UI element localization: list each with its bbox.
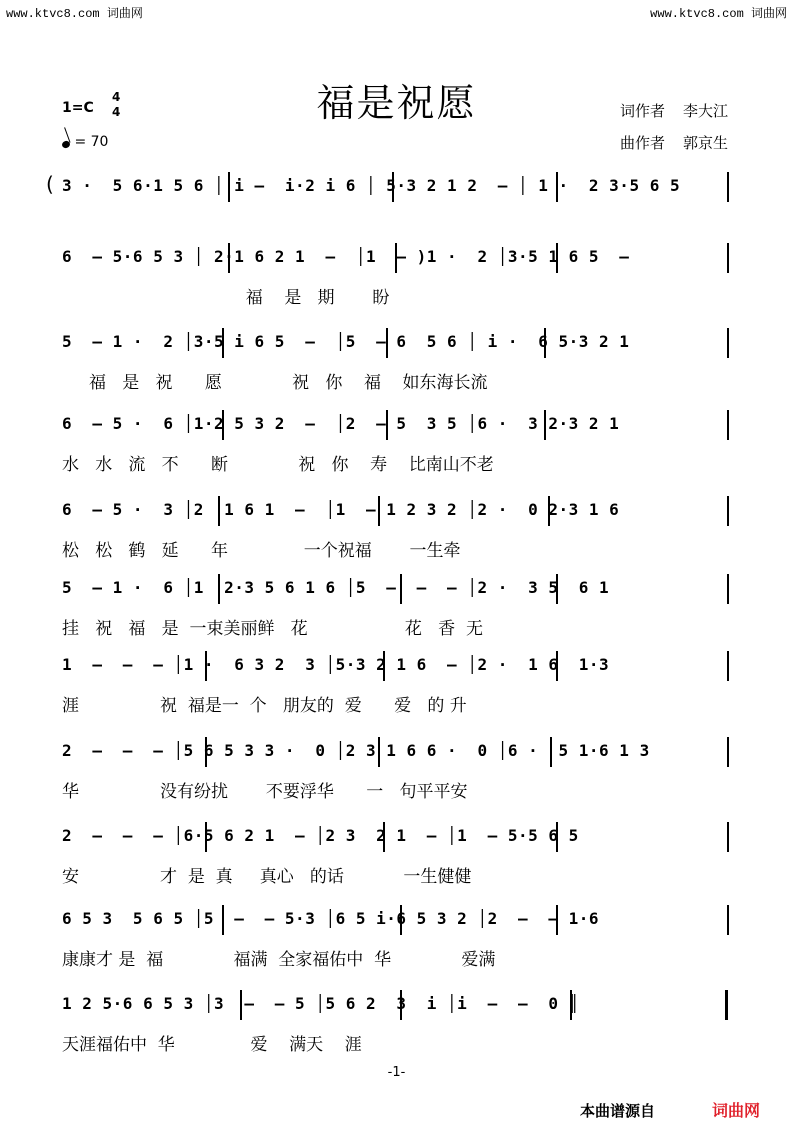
barline: [727, 905, 729, 935]
repeat-paren-icon: (: [46, 172, 54, 196]
lyricist-credit: [620, 100, 728, 121]
notation-line: 6 5 3 5 6 5 │5 – – 5·3 │6 5 i·6 5 3 2 │2 – – 1·6: [62, 909, 600, 928]
music-system-8: [0, 737, 793, 807]
key-signature: 1=C: [62, 100, 94, 116]
composer-label: 曲作者: [620, 134, 666, 152]
notation-line: 6 – 5 · 6 │1·2 5 3 2 – │2 – 5 3 5 │6 · 3 2·3 2 1: [62, 414, 620, 433]
barline: [727, 172, 729, 202]
lyric-line: 华 没有纷扰 不要浮华 一 句平平安: [62, 782, 468, 802]
lyricist-name: 李大江: [683, 102, 729, 120]
barline: [727, 737, 729, 767]
lyric-line: 涯 祝 福是一 个 朋友的 爱 爱 的 升: [62, 696, 467, 716]
lyric-line: 挂 祝 福 是 一束美丽鲜 花 花 香 无: [62, 619, 483, 639]
lyric-line: 福 是 期 盼: [62, 288, 390, 308]
notation-line: 6 – 5·6 5 3 │ 2·1 6 2 1 – │1 – )1 · 2 │3·5 1 6 5 –: [62, 247, 630, 266]
music-system-5: [0, 496, 793, 566]
brand-logo: 词曲网: [712, 1101, 761, 1120]
song-title: 福是祝愿: [316, 81, 477, 125]
notation-line: 5 – 1 · 2 │3·5 i 6 5 – │5 – 6 5 6 │ i · 6 5·3 2 1: [62, 332, 630, 351]
watermark-right: www.ktvc8.com 词曲网: [650, 7, 787, 21]
composer-name: 郭京生: [683, 134, 729, 152]
notation-line: 1 – – – │1 · 6 3 2 3 │5·3 2 1 6 – │2 · 1 6 1·3: [62, 655, 610, 674]
music-system-11: [0, 990, 793, 1060]
barline: [727, 410, 729, 440]
barline: [727, 574, 729, 604]
notation-line: 2 – – – │5 6 5 3 3 · 0 │2 3 1 6 6 · 0 │6 · 5 1·6 1 3: [62, 741, 650, 760]
music-system-6: [0, 574, 793, 644]
lyric-line: 水 水 流 不 断 祝 你 寿 比南山不老: [62, 455, 494, 475]
lyric-line: 天涯福佑中 华 爱 满天 涯: [62, 1035, 362, 1055]
page-number: -1-: [387, 1065, 406, 1080]
notation-line: 3 · 5 6·1 5 6 │ i – i·2 i 6 │ 5·3 2 1 2 – │ 1 · 2 3·5 6 5: [62, 176, 681, 195]
music-system-3: [0, 328, 793, 398]
lyric-line: 松 松 鹤 延 年 一个祝福 一生牵: [62, 541, 461, 561]
music-system-7: [0, 651, 793, 721]
lyric-line: 福 是 祝 愿 祝 你 福 如东海长流: [62, 373, 488, 393]
notation-line: 5 – 1 · 6 │1 2·3 5 6 1 6 │5 – – – │2 · 3 5 6 1: [62, 578, 610, 597]
notation-line: 2 – – – │6·5 6 2 1 – │2 3 2 1 – │1 – 5·5 6 5: [62, 826, 579, 845]
quarter-note-icon: [61, 140, 71, 149]
tempo-marking: [62, 134, 108, 150]
lyricist-label: 词作者: [620, 102, 666, 120]
barline: [727, 243, 729, 273]
lyric-line: 康康才 是 福 福满 全家福佑中 华 爱满: [62, 950, 496, 970]
music-system-2: [0, 243, 793, 313]
time-sig-top: 4: [112, 90, 121, 104]
music-system-4: [0, 410, 793, 480]
time-signature: [112, 90, 120, 120]
barline: [727, 328, 729, 358]
barline: [727, 822, 729, 852]
time-sig-bottom: 4: [112, 105, 121, 119]
lyric-line: 安 才 是 真 真心 的话 一生健健: [62, 867, 472, 887]
source-label: 本曲谱源自: [580, 1102, 656, 1120]
music-system-9: [0, 822, 793, 892]
barline: [727, 496, 729, 526]
composer-credit: [620, 132, 728, 153]
notation-line: 1 2 5·6 6 5 3 │3 – – 5 │5 6 2 3 i │i – – 0 ║: [62, 994, 579, 1013]
barline: [725, 990, 728, 1020]
notation-line: 6 – 5 · 3 │2 1 6 1 – │1 – 1 2 3 2 │2 · 0 2·3 1 6: [62, 500, 620, 519]
music-system-1: [0, 172, 793, 242]
watermark-left: www.ktvc8.com 词曲网: [6, 7, 143, 21]
tempo-value: = 70: [74, 134, 109, 150]
barline: [727, 651, 729, 681]
music-system-10: [0, 905, 793, 975]
